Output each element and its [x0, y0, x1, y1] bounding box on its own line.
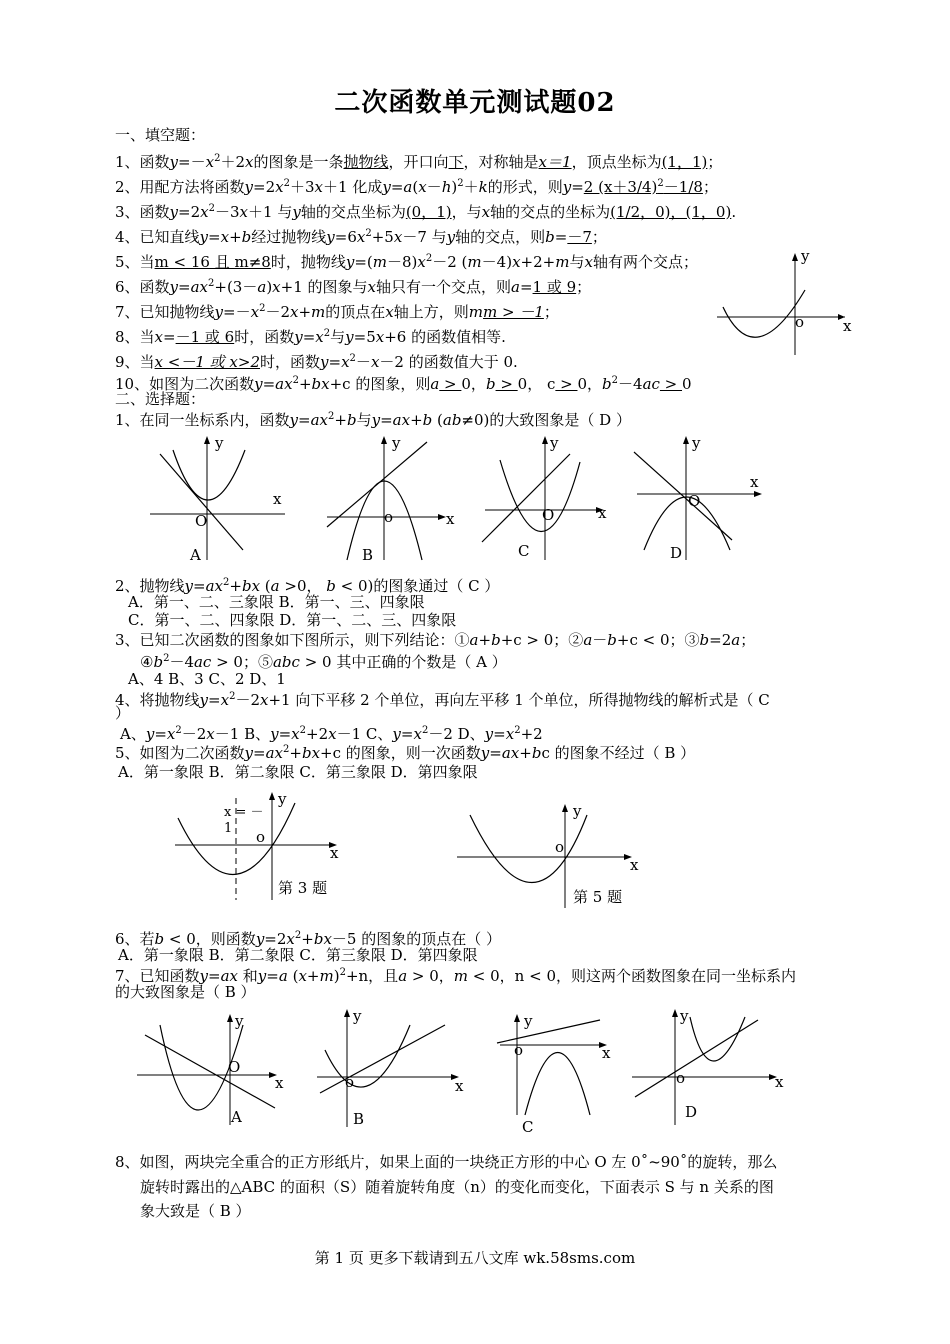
answer: 1 或 9: [532, 278, 577, 296]
fill-question-10: 10、如图为二次函数$y=ax^2+bx+c$ 的图象，则a > 0，b > 0， c > 0，$b^2-4ac > 0$: [115, 375, 692, 393]
choice-4-options: A、$y=x^2-2x-1$ B、$y=x^2+2x-1$ C、$y=x^2-2$ D、$y=x^2+2$: [120, 725, 543, 743]
answer: >: [659, 375, 683, 393]
figure-question-3: [170, 788, 360, 908]
fill-question-9: 9、当x <－1 或 x>2时，函数$y=x^2-x-2$ 的函数值大于 0.: [115, 353, 518, 371]
choice-question-3-line-2: $④b^2-4ac > 0$；⑤abc > 0 其中正确的个数是（ A ）: [140, 653, 507, 671]
choice-question-3: 3、已知二次函数的图象如下图所示，则下列结论：①a+b+c > 0；②a－b+c < 0；③b=2a；: [115, 631, 756, 649]
page-footer: 第 1 页 更多下载请到五八文库 wk.58sms.com: [314, 1249, 636, 1267]
answer: m < 16 且 m≠8: [154, 253, 271, 271]
svg-text:x: x: [330, 844, 339, 862]
svg-text:x: x: [775, 1073, 784, 1091]
choice-6-options: A．第一象限 B．第二象限 C．第三象限 D．第四象限: [118, 946, 478, 964]
fill-question-6: 6、函数$y=ax^2+(3-a)x+1$ 的图象与x轴只有一个交点，则a=1 或 9；: [115, 278, 592, 296]
svg-text:y: y: [801, 247, 810, 265]
svg-text:D: D: [685, 1103, 698, 1121]
choice-question-8-line-3: 象大致是（ B ）: [140, 1202, 251, 1220]
choice-5-options: A．第一象限 B．第二象限 C．第三象限 D．第四象限: [118, 763, 478, 781]
svg-text:y: y: [692, 434, 701, 452]
svg-text:O: O: [688, 492, 701, 510]
answer: 2 $(x+3/4)^2-1/8$: [583, 178, 703, 196]
answer: >: [555, 375, 578, 393]
svg-text:x: x: [750, 473, 759, 491]
choice-question-8-line-2: 旋转时露出的△ABC 的面积（S）随着旋转角度（n）的变化而变化，下面表示 S 与 n 关系的图: [140, 1178, 774, 1196]
figure-choice1-b: [322, 432, 472, 567]
svg-text:O: O: [228, 1058, 241, 1076]
svg-text:x: x: [273, 490, 282, 508]
svg-text:x: x: [446, 510, 455, 528]
answer: >: [495, 375, 518, 393]
figure-q10-parabola: [715, 245, 865, 360]
answer: m > －1: [483, 303, 544, 321]
choice-2-options-row-2: C．第一、二、四象限 D．第一、二、三、四象限: [128, 611, 457, 629]
choice-question-4: 4、将抛物线$y=x^2-2x+1$ 向下平移 2 个单位，再向左平移 1 个单位，所得抛物线的解析式是（ C: [115, 691, 770, 709]
answer: x <－1 或 x>2: [154, 353, 260, 371]
figure-choice1-c: [480, 432, 630, 567]
fill-question-7: 7、已知抛物线$y=-x^2-2x+m$的顶点在x轴上方，则mm > －1；: [115, 303, 559, 321]
fill-question-1: 1、函数$y=-x^2+2x$的图象是一条抛物线，开口向下，对称轴是x＝1，顶点坐标为(1，1)；: [115, 153, 723, 171]
choice-question-7-line-2: 的大致图象是（ B ）: [115, 983, 256, 1001]
answer: (0，1): [405, 203, 452, 221]
figure-question-5: [455, 800, 655, 915]
section-fill-heading: 一、填空题：: [115, 126, 206, 144]
answer: x＝1: [538, 153, 572, 171]
answer: (1/2，0)，(1，0): [610, 203, 732, 221]
fill-question-8: 8、当x=－1 或 6时，函数$y=x^2$与y=5x+6 的函数值相等.: [115, 328, 506, 346]
svg-text:y: y: [215, 434, 224, 452]
choice-question-5: 5、如图为二次函数$y=ax^2+bx+c$ 的图象，则一次函数y=ax+bc 的图象不经过（ B ）: [115, 744, 696, 762]
choice-question-1: 1、在同一坐标系内，函数$y=ax^2+b$与y=ax+b (ab≠0)的大致图象是（ D ）: [115, 411, 631, 429]
svg-text:C: C: [522, 1118, 534, 1136]
svg-text:A: A: [190, 546, 201, 564]
svg-text:o: o: [345, 1073, 355, 1091]
svg-text:B: B: [353, 1110, 365, 1128]
answer: 下: [448, 153, 464, 171]
svg-text:A: A: [231, 1108, 242, 1126]
figure-choice1-a: [145, 432, 295, 567]
svg-text:y: y: [278, 790, 287, 808]
svg-text:x: x: [843, 317, 852, 335]
svg-text:y: y: [680, 1007, 689, 1025]
figure-choice7-d: [630, 1005, 790, 1130]
answer: (1，1): [661, 153, 708, 171]
svg-text:x: x: [630, 856, 639, 874]
svg-text:o: o: [676, 1069, 686, 1087]
answer: 抛物线: [343, 153, 389, 171]
svg-text:y: y: [353, 1007, 362, 1025]
svg-text:y: y: [524, 1012, 533, 1030]
svg-text:x: x: [598, 504, 607, 522]
svg-text:x: x: [455, 1077, 464, 1095]
answer: －1 或 6: [175, 328, 235, 346]
fill-question-4: 4、已知直线y=x+b经过抛物线$y=6x^2+5x-7$ 与y轴的交点，则b=－7；: [115, 228, 607, 246]
answer: >: [439, 375, 462, 393]
svg-text:B: B: [362, 546, 374, 564]
figure-choice1-d: [632, 432, 782, 567]
figure-choice7-b: [315, 1005, 475, 1130]
choice-question-8: 8、如图，两块完全重合的正方形纸片，如果上面的一块绕正方形的中心 O 左 0˚~90˚的旋转，那么: [115, 1153, 778, 1171]
svg-text:x: x: [275, 1074, 284, 1092]
choice-question-6: 6、若b < 0，则函数$y=2x^2+bx-5$ 的图象的顶点在（ ）: [115, 930, 501, 948]
svg-text:o: o: [384, 508, 394, 526]
svg-text:o: o: [555, 838, 565, 856]
choice-3-options: A、4 B、3 C、2 D、1: [128, 670, 286, 688]
answer: －7: [567, 228, 592, 246]
svg-text:x = －: x = －: [224, 805, 264, 820]
svg-text:y: y: [573, 802, 582, 820]
choice-question-2: 2、抛物线$y=ax^2+bx$ (a >0， b < 0)的图象通过（ C ）: [115, 577, 500, 595]
figure-choice7-a: [135, 1010, 295, 1130]
choice-question-7: 7、已知函数y=ax 和y=a $(x+m)^2+n$，且a > 0，m < 0，n < 0，则这两个函数图象在同一坐标系内: [115, 967, 796, 985]
page-title: 二次函数单元测试题02: [334, 88, 616, 118]
fill-question-3: 3、函数$y=2x^2-3x+1$ 与y轴的交点坐标为(0，1)，与x轴的交点的坐标为(1/2，0)，(1，0).: [115, 203, 737, 221]
svg-text:x: x: [602, 1044, 611, 1062]
svg-text:y: y: [392, 434, 401, 452]
svg-text:第 3 题: 第 3 题: [278, 879, 328, 897]
svg-text:y: y: [550, 434, 559, 452]
svg-text:o: o: [514, 1041, 524, 1059]
svg-text:第 5 题: 第 5 题: [573, 888, 623, 906]
figure-choice7-c: [490, 1010, 620, 1135]
choice-2-options-row-1: A．第一、二、三象限 B．第一、三、四象限: [128, 593, 425, 611]
svg-text:C: C: [518, 542, 530, 560]
svg-text:O: O: [542, 506, 555, 524]
svg-text:y: y: [235, 1012, 244, 1030]
svg-text:o: o: [256, 828, 266, 846]
svg-text:D: D: [670, 544, 683, 562]
section-choice-heading: 二、选择题：: [115, 390, 206, 408]
svg-text:O: O: [195, 512, 208, 530]
choice-question-4-close: ）: [115, 704, 131, 722]
fill-question-2: 2、用配方法将函数$y=2x^2+3x+1$ 化成$y=a(x-h)^2+k$的形式，则y=2 $(x+3/4)^2-1/8$；: [115, 178, 718, 196]
svg-text:o: o: [795, 313, 805, 331]
svg-text:1: 1: [224, 821, 233, 836]
fill-question-5: 5、当m < 16 且 m≠8时，抛物线$y=(m-8)x^2-2$ (m－4)x+2+m与x轴有两个交点；: [115, 253, 698, 271]
